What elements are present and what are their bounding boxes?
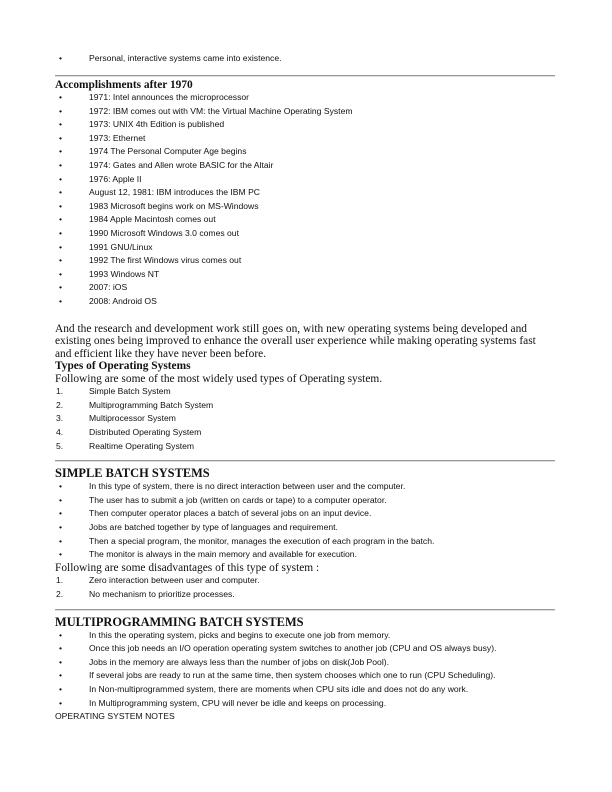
research-paragraph: And the research and development work still goes on, with new operating systems being developed and existing ones being improved to enhance the overall user experience while making operating systems fast and efficient like they have never been before. [55, 322, 536, 360]
section-divider [55, 460, 555, 462]
list-item [55, 494, 555, 508]
list-number: 1. [56, 386, 64, 397]
simple-batch-heading: SIMPLE BATCH SYSTEMS [55, 466, 210, 481]
list-item-text: 1971: Intel announces the microprocessor [89, 92, 250, 102]
list-item-text: The monitor is always in the main memory and available for execution. [89, 549, 357, 560]
list-number: 4. [56, 427, 64, 438]
bullet: • [59, 53, 63, 63]
disadvantages-list [55, 574, 555, 601]
list-item [55, 480, 555, 494]
section-divider [55, 609, 555, 611]
bullet: • [59, 92, 63, 102]
bullet: • [59, 173, 63, 184]
types-intro: Following are some of the most widely used types of Operating system. [55, 372, 383, 385]
bullet: • [59, 255, 63, 266]
list-item [55, 118, 555, 132]
footer-note: OPERATING SYSTEM NOTES [55, 711, 175, 722]
bullet: • [59, 295, 63, 306]
list-number: 3. [56, 413, 64, 424]
list-item [55, 52, 555, 66]
list-item-text: In Non-multiprogrammed system, there are moments when CPU sits idle and does not do any work. [89, 683, 469, 694]
list-item-text: 1984 Apple Macintosh comes out [89, 214, 216, 225]
list-item: • In this the operating system, picks and begins to execute one job from memory. [59, 629, 391, 640]
list-number: 2. [56, 399, 64, 410]
list-item-text: No mechanism to prioritize processes. [89, 589, 235, 599]
list-item [55, 268, 555, 282]
list-number: 5. [56, 440, 64, 451]
bullet: • [59, 200, 63, 211]
list-item-text: If several jobs are ready to run at the same time, then system chooses which one to run (CPU Scheduling). [89, 670, 496, 681]
list-item [55, 507, 555, 521]
list-number: 1. [56, 575, 64, 586]
list-item-text: Zero interaction between user and computer. [89, 575, 260, 586]
list-item [55, 105, 555, 119]
list-item-text: 1974 The Personal Computer Age begins [89, 146, 247, 157]
list-item [55, 588, 555, 602]
accomplishments-heading: Accomplishments after 1970 [55, 78, 193, 91]
list-item [55, 241, 555, 255]
list-item [55, 295, 555, 309]
list-item [55, 281, 555, 295]
list-item-text: Then a special program, the monitor, manages the execution of each program in the batch. [89, 535, 435, 546]
list-item [55, 385, 555, 399]
list-item-text: 1972: IBM comes out with VM: the Virtual Machine Operating System [89, 105, 353, 116]
multiprogramming-heading: MULTIPROGRAMMING BATCH SYSTEMS [55, 614, 304, 629]
list-item-text: Jobs in the memory are always less than the number of jobs on disk(Job Pool). [89, 656, 389, 667]
list-item-text: In this type of system, there is no direct interaction between user and the computer. [89, 481, 406, 492]
bullet: • [59, 214, 63, 225]
intro-bullet-text: Personal, interactive systems came into existence. [89, 53, 282, 63]
intro-list [55, 52, 555, 66]
bullet: • [59, 105, 63, 116]
list-item [55, 213, 555, 227]
accomplishments-list [55, 91, 555, 309]
simple-batch-list [55, 480, 555, 562]
list-item-text: In this the operating system, picks and begins to execute one job from memory. [89, 629, 391, 640]
list-item: • If several jobs are ready to run at the same time, then system chooses which one to run (CPU Scheduling). [59, 670, 496, 681]
multiprogramming-list [55, 629, 555, 711]
list-item [55, 91, 555, 105]
bullet: • [59, 282, 63, 293]
list-item-text: The user has to submit a job (written on cards or tape) to a computer operator. [89, 494, 387, 505]
list-item-text: Then computer operator places a batch of several jobs on an input device. [89, 508, 372, 519]
list-item [55, 399, 555, 413]
list-item-text: 2007: iOS [89, 282, 128, 293]
types-list [55, 385, 555, 453]
list-item [55, 254, 555, 268]
bullet: • [59, 146, 63, 157]
bullet: • [59, 187, 63, 198]
list-item [55, 412, 555, 426]
list-item [55, 521, 555, 535]
list-item-text: 1993 Windows NT [89, 268, 160, 279]
list-item [55, 440, 555, 454]
list-item-text: 1976: Apple II [89, 173, 142, 184]
bullet: • [59, 159, 63, 170]
list-item-text: Jobs are batched together by type of languages and requirement. [89, 522, 338, 533]
bullet: • [59, 494, 63, 505]
section-divider [55, 75, 555, 77]
list-item-text: 2008: Android OS [89, 295, 157, 306]
bullet: • [59, 241, 63, 252]
list-item-text: 1974: Gates and Allen wrote BASIC for the Altair [89, 159, 274, 170]
list-item-text: Once this job needs an I/O operation operating system switches to another job (CPU and OS always busy). [89, 643, 497, 654]
list-item [55, 173, 555, 187]
list-item [55, 200, 555, 214]
list-item [55, 548, 555, 562]
list-item-text: Multiprocessor System [89, 413, 176, 424]
list-item [55, 574, 555, 588]
list-item [55, 227, 555, 241]
list-item-text: 1991 GNU/Linux [89, 241, 153, 252]
list-item: • In Multiprogramming system, CPU will never be idle and keeps on processing. [59, 697, 387, 708]
list-item-text: Distributed Operating System [89, 427, 202, 438]
list-item-text: 1990 Microsoft Windows 3.0 comes out [89, 227, 239, 238]
list-item-text: August 12, 1981: IBM introduces the IBM PC [89, 187, 261, 198]
list-item-text: 1973: UNIX 4th Edition is published [89, 119, 225, 130]
document-page [55, 52, 555, 724]
bullet: • [59, 268, 63, 279]
list-item-text: Simple Batch System [89, 386, 171, 397]
list-item [55, 535, 555, 549]
bullet: • [59, 522, 63, 533]
list-item [55, 145, 555, 159]
types-heading: Types of Operating Systems [55, 360, 191, 373]
list-item: • Once this job needs an I/O operation operating system switches to another job (CPU and OS always busy). [59, 643, 497, 654]
list-number: 2. [56, 589, 64, 599]
list-item: • Jobs in the memory are always less than the number of jobs on disk(Job Pool). [59, 656, 389, 667]
list-item [55, 159, 555, 173]
list-item-text: 1983 Microsoft begins work on MS-Windows [89, 200, 259, 211]
list-item-text: In Multiprogramming system, CPU will never be idle and keeps on processing. [89, 697, 387, 708]
list-item [55, 426, 555, 440]
bullet: • [59, 549, 63, 560]
bullet: • [59, 132, 63, 143]
list-item: • In Non-multiprogrammed system, there are moments when CPU sits idle and does not do any work. [59, 683, 469, 694]
bullet: • [59, 508, 63, 519]
list-item [55, 132, 555, 146]
disadvantages-intro: Following are some disadvantages of this type of system : [55, 561, 320, 574]
bullet: • [59, 227, 63, 238]
list-item-text: 1973: Ethernet [89, 132, 146, 143]
list-item-text: 1992 The first Windows virus comes out [89, 255, 242, 266]
bullet: • [59, 119, 63, 130]
bullet: • [59, 481, 63, 492]
list-item [55, 186, 555, 200]
bullet: • [59, 535, 63, 546]
list-item-text: Realtime Operating System [89, 440, 195, 451]
list-item-text: Multiprogramming Batch System [89, 399, 214, 410]
